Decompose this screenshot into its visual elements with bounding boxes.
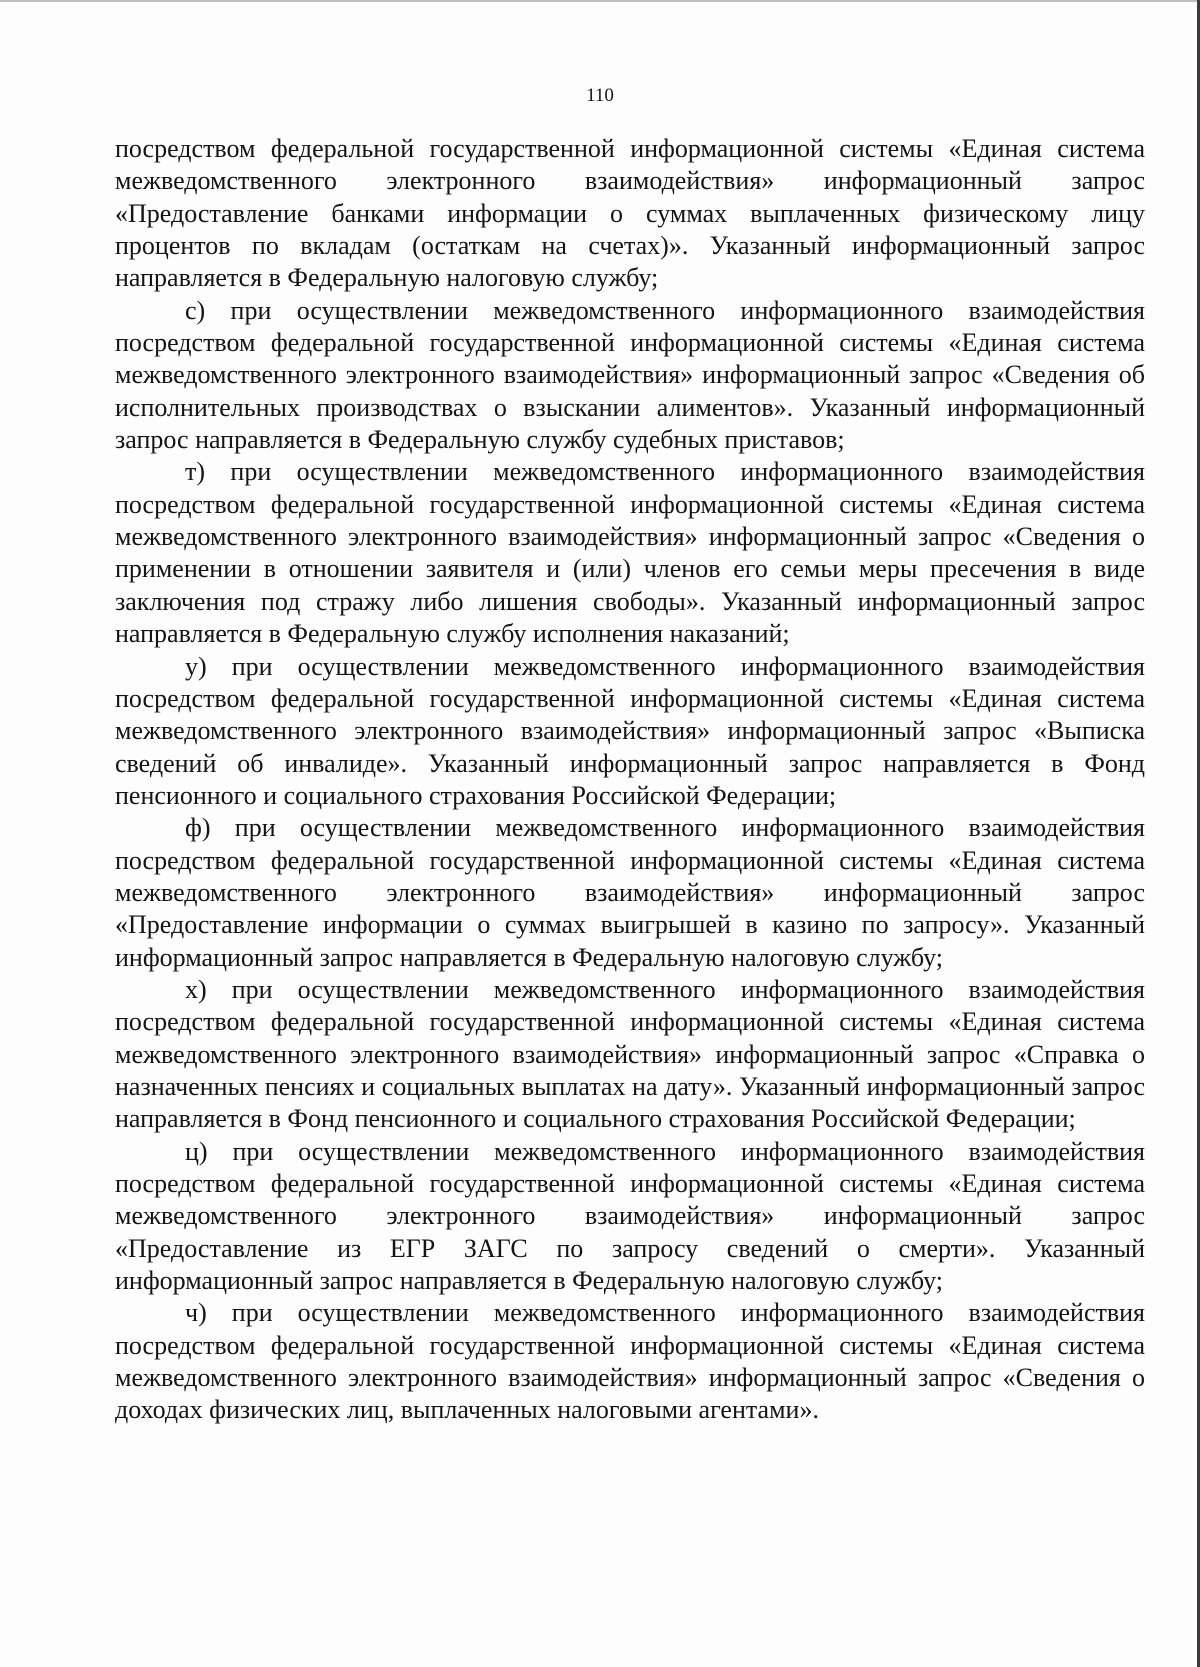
paragraph-continuation: посредством федеральной государственной информационной системы «Единая система межведомственного электронного взаимодействия» информационный запрос «Предоставление банками информации о суммах выплаченных физическому лицу процентов по вкладам (остаткам на счетах)». Указанный информационный запрос направляется в Федеральную налоговую службу; [115, 134, 1145, 293]
scan-top-edge [0, 0, 1200, 2]
page-number: 110 [586, 85, 614, 106]
paragraph-item-ch: ч) при осуществлении межведомственного информационного взаимодействия посредством федеральной государственной информационной системы «Единая система межведомственного электронного взаимодействия» информационный запрос «Сведения о доходах физических лиц, выплаченных налоговыми агентами». [115, 1298, 1145, 1425]
document-body [115, 133, 1145, 1427]
paragraph-item-s: с) при осуществлении межведомственного информационного взаимодействия посредством федеральной государственной информационной системы «Единая система межведомственного электронного взаимодействия» информационный запрос «Сведения об исполнительных производствах о взыскании алиментов». Указанный информационный запрос направляется в Федеральную службу судебных приставов; [115, 295, 1145, 455]
paragraph-item-kh: х) при осуществлении межведомственного информационного взаимодействия посредством федеральной государственной информационной системы «Единая система межведомственного электронного взаимодействия» информационный запрос «Справка о назначенных пенсиях и социальных выплатах на дату». Указанный информационный запрос направляется в Фонд пенсионного и социального страхования Российской Федерации; [115, 974, 1145, 1134]
paragraph-item-u: у) при осуществлении межведомственного информационного взаимодействия посредством федеральной государственной информационной системы «Единая система межведомственного электронного взаимодействия» информационный запрос «Выписка сведений об инвалиде». Указанный информационный запрос направляется в Фонд пенсионного и социального страхования Российской Федерации; [115, 651, 1145, 810]
paragraph-item-ts: ц) при осуществлении межведомственного информационного взаимодействия посредством федеральной государственной информационной системы «Единая система межведомственного электронного взаимодействия» информационный запрос «Предоставление из ЕГР ЗАГС по запросу сведений о смерти». Указанный информационный запрос направляется в Федеральную налоговую службу; [115, 1136, 1145, 1296]
paragraph-item-f: ф) при осуществлении межведомственного информационного взаимодействия посредством федеральной государственной информационной системы «Единая система межведомственного электронного взаимодействия» информационный запрос «Предоставление информации о суммах выигрышей в казино по запросу». Указанный информационный запрос направляется в Федеральную налоговую службу; [115, 813, 1145, 972]
paragraph-item-t: т) при осуществлении межведомственного информационного взаимодействия посредством федеральной государственной информационной системы «Единая система межведомственного электронного взаимодействия» информационный запрос «Сведения о применении в отношении заявителя и (или) членов его семьи меры пресечения в виде заключения под стражу либо лишения свободы». Указанный информационный запрос направляется в Федеральную службу исполнения наказаний; [115, 457, 1145, 649]
